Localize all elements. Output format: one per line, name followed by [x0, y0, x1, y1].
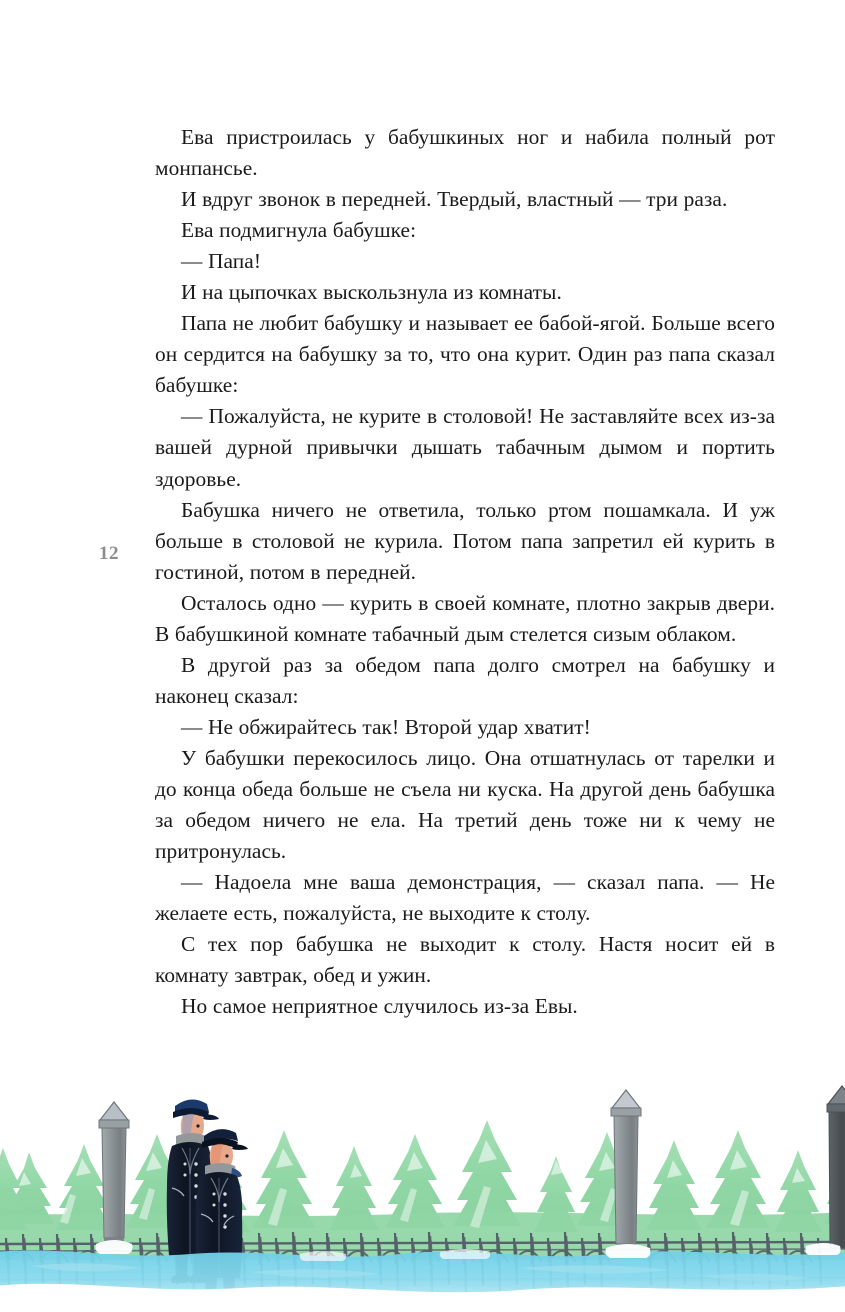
fence-pillar-right	[827, 1086, 845, 1248]
paragraph-dialogue: — Надоела мне ваша демонстрация, — сказал папа. — Не желаете есть, пожалуйста, не выходите к столу.	[155, 870, 775, 926]
paragraph: Осталось одно — курить в своей комнате, плотно закрыв двери. В бабушкиной комнате табачный дым стелется сизым облаком.	[155, 590, 775, 646]
fence-pillar-second	[611, 1090, 641, 1244]
paragraph: У бабушки перекосилось лицо. Она отшатнулась от тарелки и до конца обеда больше не съела ни куска. На другой день бабушка за обедом ничего не ела. На третий день тоже ни к чему не притронулась.	[155, 745, 775, 864]
paragraph: В другой раз за обедом папа долго смотрел на бабушку и наконец сказал:	[155, 652, 775, 708]
paragraph: Папа не любит бабушку и называет ее бабой-ягой. Больше всего он сердится на бабушку за то, что она курит. Один раз папа сказал бабушке:	[155, 311, 775, 398]
paragraph: И вдруг звонок в передней. Твердый, властный — три раза.	[181, 187, 728, 212]
paragraph: Ева подмигнула бабушке:	[181, 218, 417, 243]
paragraph-dialogue: — Не обжирайтесь так! Второй удар хватит!	[181, 714, 591, 739]
page-number: 12	[99, 543, 119, 564]
paragraph-dialogue: — Пожалуйста, не курите в столовой! Не заставляйте всех из-за вашей дурной привычки дышать табачным дымом и портить здоровье.	[155, 404, 775, 491]
body-text-column	[155, 122, 775, 1022]
paragraph: И на цыпочках выскользнула из комнаты.	[181, 280, 562, 305]
paragraph-dialogue: — Папа!	[181, 249, 262, 274]
fence-pillar-left	[99, 1102, 129, 1248]
paragraph: Ева пристроилась у бабушкиных ног и набила полный рот монпансье.	[155, 125, 775, 181]
paragraph: Но самое неприятное случилось из-за Евы.	[181, 994, 578, 1019]
paragraph: Бабушка ничего не ответила, только ртом пошамкала. И уж больше в столовой не курила. Потом папа запретил ей курить в гостиной, потом в передней.	[155, 497, 775, 584]
paragraph: С тех пор бабушка не выходит к столу. Настя носит ей в комнату завтрак, обед и ужин.	[155, 932, 775, 988]
chapter-illustration	[0, 1048, 845, 1312]
